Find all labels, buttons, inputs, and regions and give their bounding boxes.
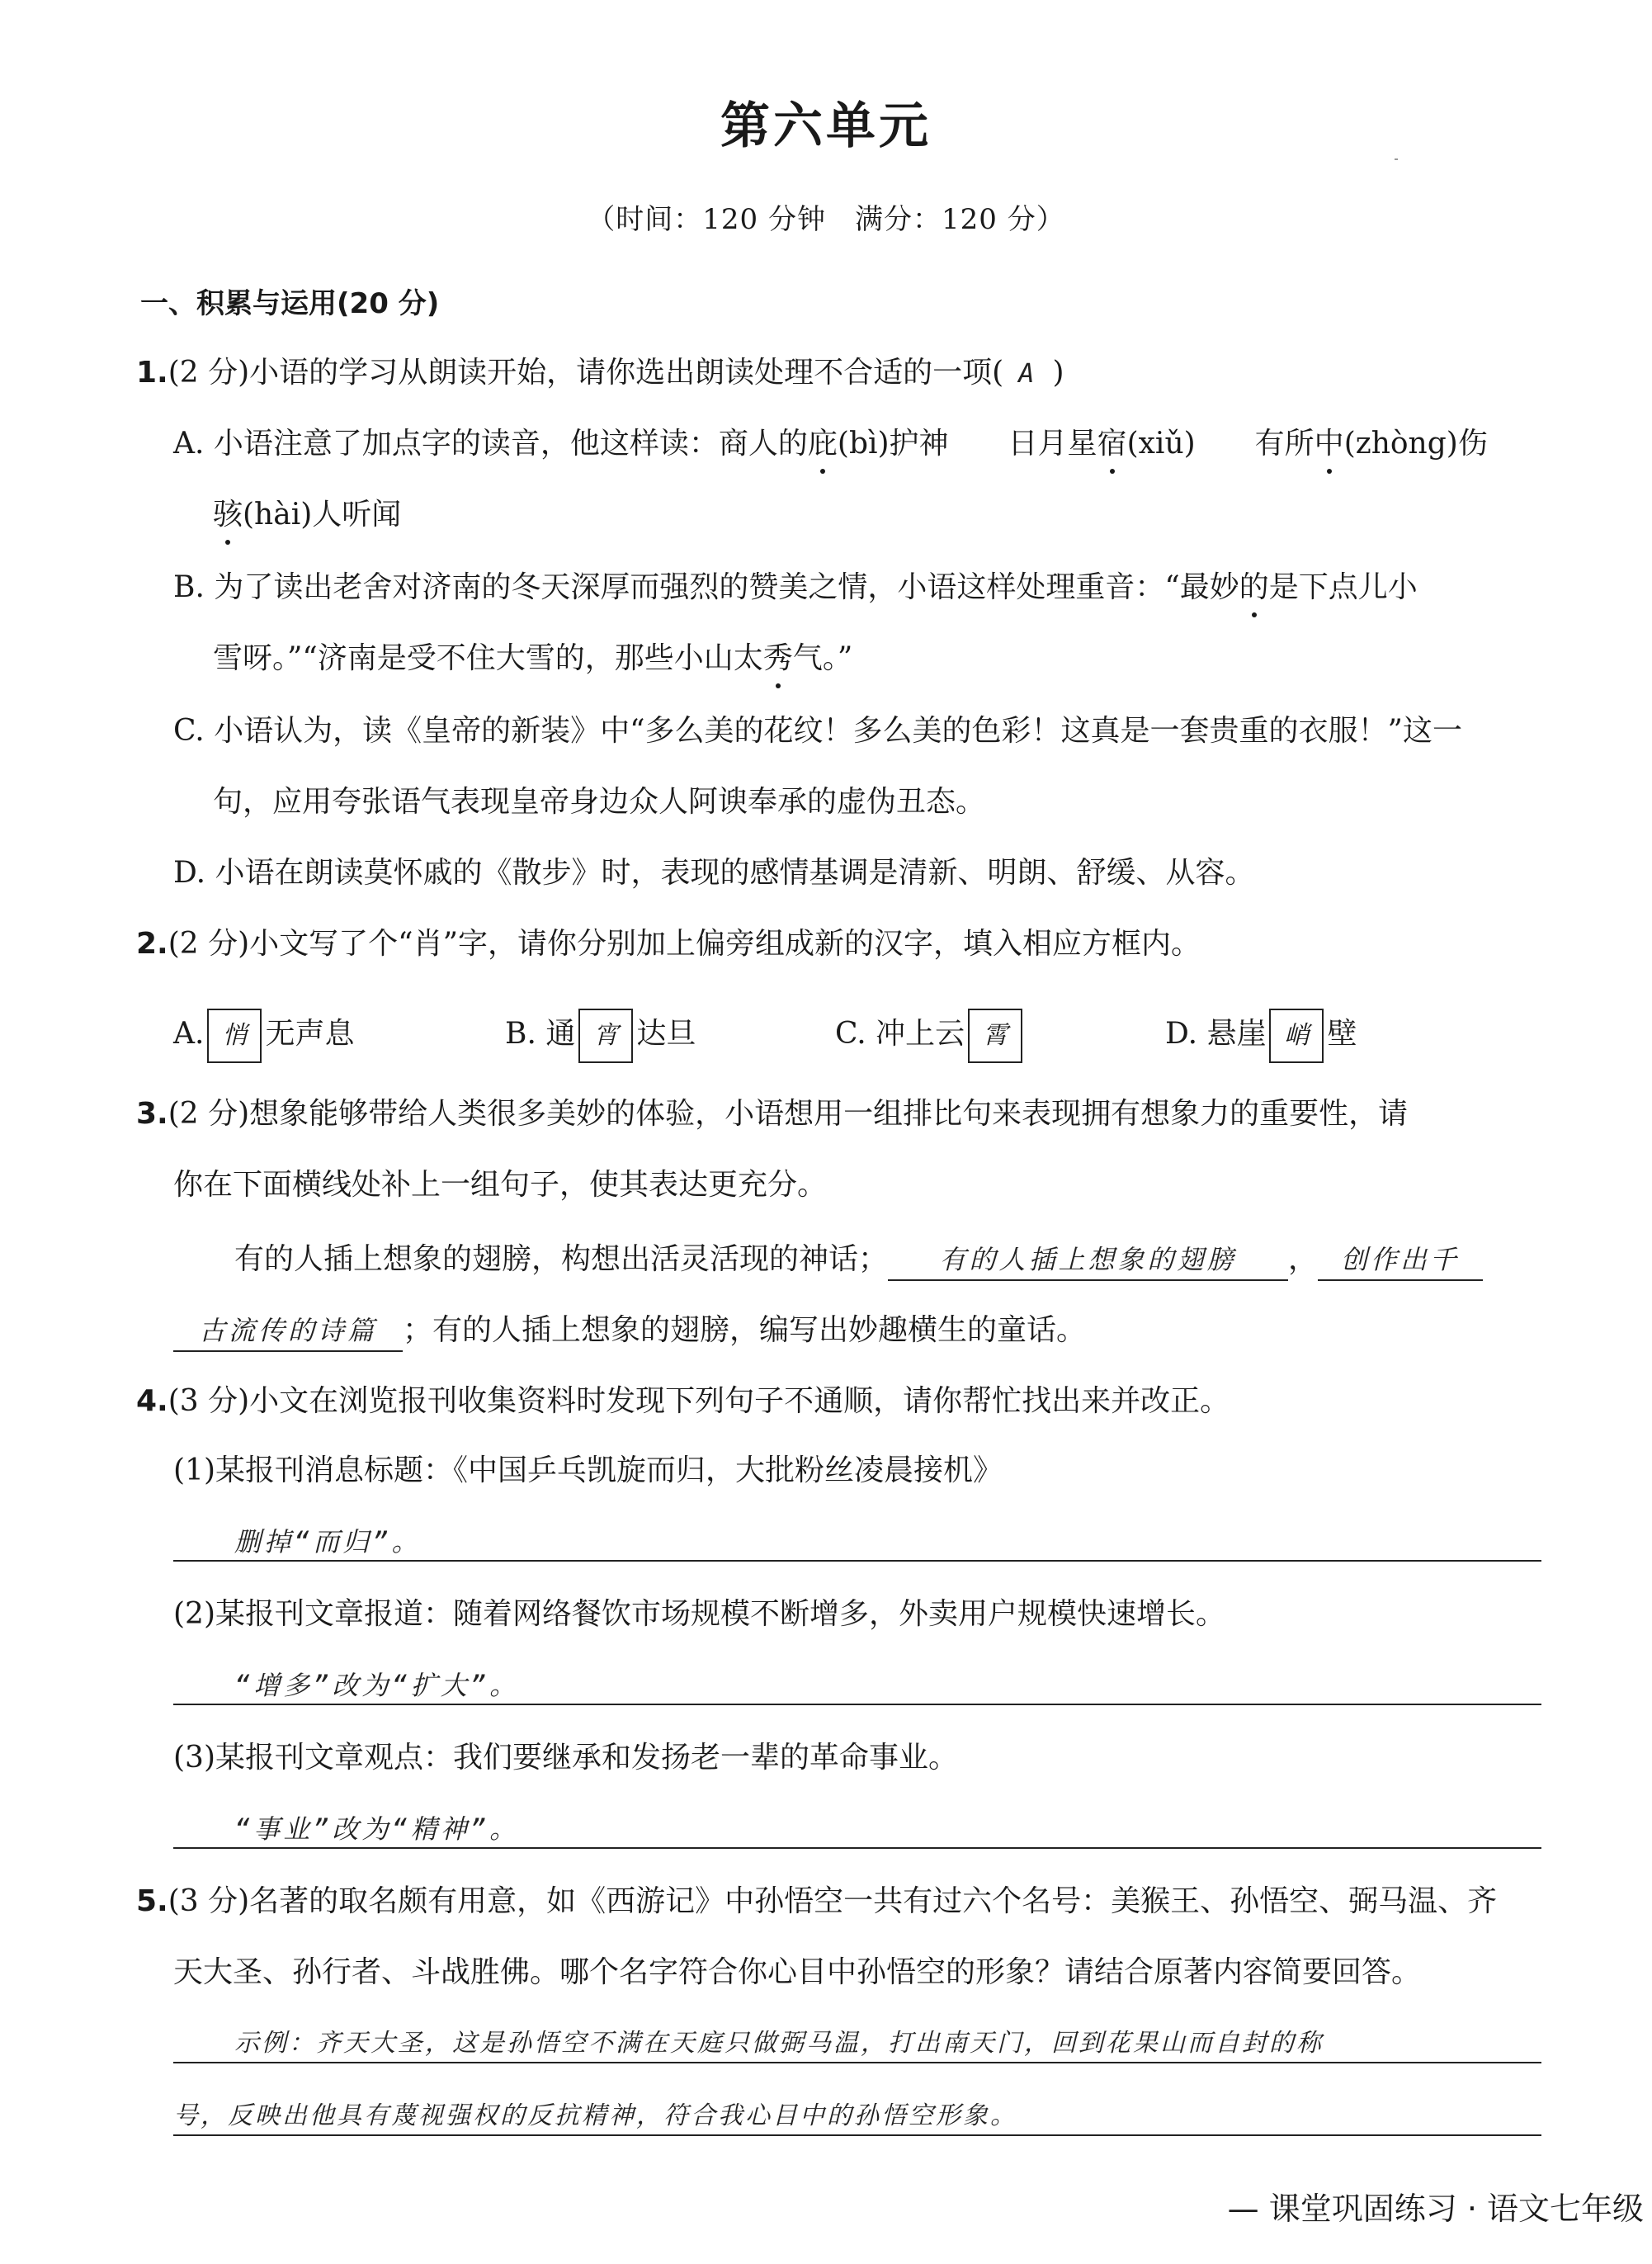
q3-sentence-1 <box>234 1240 1483 1281</box>
question-number: 3. <box>136 1097 168 1131</box>
option-a <box>173 424 1488 464</box>
option-b-cont <box>213 639 852 678</box>
option-label: B. 通 <box>505 1017 576 1051</box>
option-a-cont <box>213 495 401 535</box>
option-text: 壁 <box>1327 1017 1357 1051</box>
option-text: 雪呀。”“济南是受不住大雪的，那些小山 <box>213 641 734 675</box>
question-number: 5. <box>136 1884 168 1918</box>
q5-answer-1: 示例：齐天大圣，这是孙悟空不满在天庭只做弼马温，打出南天门，回到花果山而自封的称 <box>234 2029 1324 2058</box>
q3-sentence-2 <box>173 1311 1086 1352</box>
q5-answer-2: 号，反映出他具有蔑视强权的反抗精神，符合我心目中的孙悟空形象。 <box>173 2101 1017 2130</box>
question-2-stem <box>136 924 1201 964</box>
q4-answer-2: “增多”改为“扩大”。 <box>234 1670 520 1701</box>
q4-answer-1: 删掉“而归”。 <box>234 1526 422 1557</box>
dotted-char: 宿 <box>1097 424 1127 464</box>
option-text: (hài)人听闻 <box>243 498 402 532</box>
question-text: (2 分)小文写了个“肖”字，请你分别加上偏旁组成新的汉字，填入相应方框内。 <box>168 927 1201 961</box>
question-3-stem <box>136 1094 1408 1134</box>
question-text: (2 分)小语的学习从朗读开始，请你选出朗读处理不合适的一项( <box>168 356 1004 390</box>
q2-option-a <box>173 1009 354 1063</box>
question-3-stem-cont: 你在下面横线处补上一组句子，使其表达更充分。 <box>173 1168 828 1202</box>
answer-box: 霄 <box>968 1009 1022 1063</box>
question-4-stem <box>136 1382 1230 1421</box>
sentence-text: ；有的人插上想象的翅膀，编写出妙趣横生的童话。 <box>403 1313 1087 1347</box>
option-label: D. 悬崖 <box>1165 1017 1267 1051</box>
sentence-text: 有的人插上想象的翅膀，构想出活灵活现的神话； <box>234 1242 889 1276</box>
option-text: B. 为了读出老舍对济南的冬天深厚而强烈的赞美之情，小语这样处理重音：“最 <box>173 570 1210 604</box>
answer-box: 悄 <box>207 1009 262 1063</box>
question-number: 4. <box>136 1384 168 1418</box>
fill-blank: 古流传的诗篇 <box>173 1311 403 1352</box>
option-text: A. 小语注意了加点字的读音，他这样读：商人的 <box>173 427 808 461</box>
dotted-chars: 太秀气 <box>734 639 823 678</box>
option-label: C. 冲上云 <box>835 1017 965 1051</box>
page-footer: — 课堂巩固练习 · 语文七年级 <box>1227 2191 1644 2227</box>
question-text: (3 分)小文在浏览报刊收集资料时发现下列句子不通顺，请你帮忙找出来并改正。 <box>168 1384 1230 1418</box>
option-c-cont: 句，应用夸张语气表现皇帝身边众人阿谀奉承的虚伪丑态。 <box>213 785 986 819</box>
option-text: (xiǔ) 有所 <box>1126 427 1315 461</box>
dotted-char: 庇 <box>808 424 838 464</box>
option-b <box>173 568 1418 607</box>
scan-mark <box>1395 158 1398 160</box>
punctuation: ， <box>1288 1242 1319 1276</box>
option-d: D. 小语在朗读莫怀戚的《散步》时，表现的感情基调是清新、明朗、舒缓、从容。 <box>173 856 1255 890</box>
answer-box: 峭 <box>1269 1009 1324 1063</box>
q2-option-d <box>1165 1009 1357 1063</box>
question-number: 1. <box>136 356 168 390</box>
option-label: A. <box>173 1017 205 1051</box>
q2-option-b <box>505 1009 696 1063</box>
question-5-stem <box>136 1882 1497 1921</box>
option-text: 无声息 <box>265 1017 355 1051</box>
question-text: (3 分)名著的取名颇有用意，如《西游记》中孙悟空一共有过六个名号：美猴王、孙悟空、弼马温、齐 <box>168 1884 1498 1918</box>
question-1-stem <box>136 353 1064 393</box>
option-text: (bì)护神 日月星 <box>837 427 1097 461</box>
answer-line <box>173 2134 1541 2136</box>
q4-sentence-1: (1)某报刊消息标题：《中国乒乓凯旋而归，大批粉丝凌晨接机》 <box>173 1453 1003 1487</box>
dotted-char: 中 <box>1315 424 1344 464</box>
q2-option-c <box>835 1009 1026 1063</box>
answer-line <box>173 1560 1541 1562</box>
question-text: (2 分)想象能够带给人类很多美妙的体验，小语想用一组排比句来表现拥有想象力的重要性，请 <box>168 1097 1409 1131</box>
bracket-close: ) <box>1052 356 1064 390</box>
question-5-stem-cont: 天大圣、孙行者、斗战胜佛。哪个名字符合你心目中孙悟空的形象？请结合原著内容简要回答。 <box>173 1955 1422 1989</box>
option-text: 达旦 <box>636 1017 696 1051</box>
fill-blank: 创作出千 <box>1318 1240 1483 1281</box>
option-text: (zhòng)伤 <box>1343 427 1488 461</box>
section-heading: 一、积累与运用(20 分) <box>140 287 440 320</box>
option-c: C. 小语认为，读《皇帝的新装》中“多么美的花纹！多么美的色彩！这真是一套贵重的衣服！”这一 <box>173 714 1462 748</box>
dotted-chars: 妙的是 <box>1210 568 1299 607</box>
q4-answer-3: “事业”改为“精神”。 <box>234 1813 520 1845</box>
option-text: 。” <box>822 641 853 675</box>
answer-line <box>173 2062 1541 2063</box>
q4-sentence-2: (2)某报刊文章报道：随着网络餐饮市场规模不断增多，外卖用户规模快速增长。 <box>173 1597 1225 1631</box>
answer-mark: A <box>1018 357 1038 389</box>
q4-sentence-3: (3)某报刊文章观点：我们要继承和发扬老一辈的革命事业。 <box>173 1741 958 1775</box>
answer-line <box>173 1704 1541 1705</box>
page-title: 第六单元 <box>720 97 932 155</box>
answer-line <box>173 1847 1541 1849</box>
option-text: 下点儿小 <box>1298 570 1418 604</box>
exam-info: （时间：120 分钟 满分：120 分） <box>587 203 1065 236</box>
fill-blank: 有的人插上想象的翅膀 <box>888 1240 1288 1281</box>
dotted-char: 骇 <box>213 495 243 535</box>
answer-box: 宵 <box>578 1009 633 1063</box>
question-number: 2. <box>136 927 168 961</box>
